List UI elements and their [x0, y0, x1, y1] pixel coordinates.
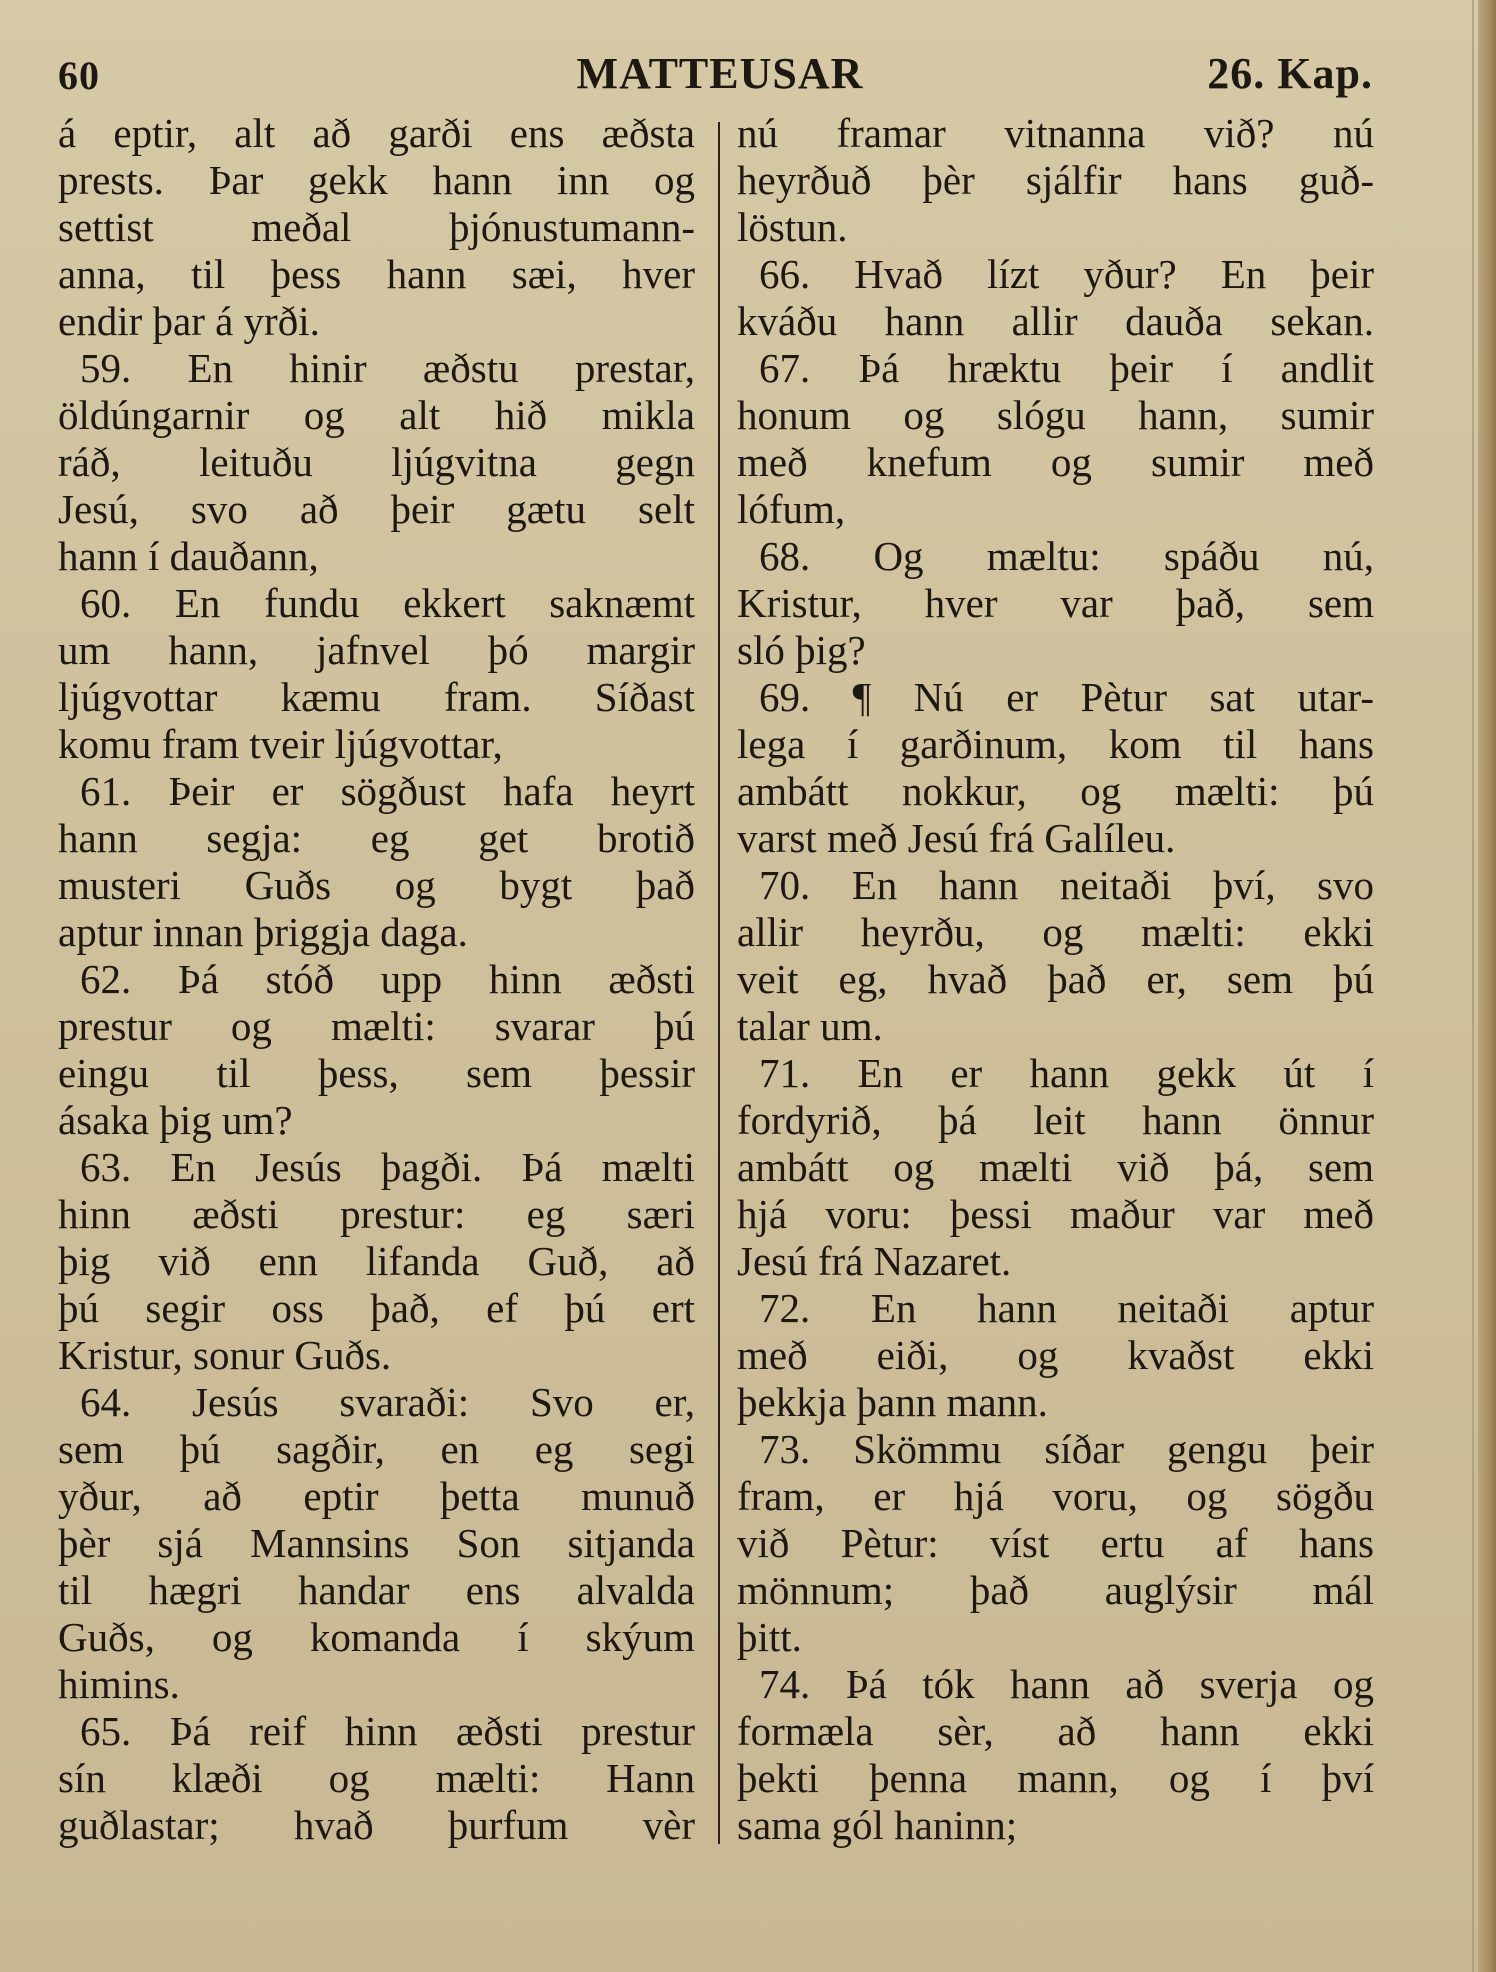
text-line: ráð, leituðu ljúgvitna gegn [58, 439, 695, 485]
text-line: lófum, [737, 486, 846, 532]
verse-start-line: 73. Skömmu síðar gengu þeir [759, 1426, 1374, 1472]
text-line: Jesú frá Nazaret. [737, 1238, 1012, 1284]
running-title: MATTEUSAR [576, 49, 864, 98]
text-line: hann í dauðann, [58, 533, 319, 579]
text-line: lega í garðinum, kom til hans [737, 721, 1374, 767]
page-number: 60 [58, 53, 100, 98]
text-line: Kristur, hver var það, sem [737, 580, 1374, 626]
text-line: kváðu hann allir dauða sekan. [737, 298, 1374, 344]
text-line: allir heyrðu, og mælti: ekki [737, 909, 1374, 955]
text-line: aptur innan þriggja daga. [58, 909, 468, 955]
text-line: þig við enn lifanda Guð, að [58, 1238, 695, 1284]
left-text-column [58, 110, 695, 1849]
page-fold-line [1472, 0, 1474, 1972]
text-line: sló þig? [737, 627, 866, 673]
verse-start-line: 61. Þeir er sögðust hafa heyrt [80, 768, 695, 814]
text-line: heyrðuð þèr sjálfir hans guð- [737, 157, 1374, 203]
text-line: þekti þenna mann, og í því [737, 1755, 1374, 1801]
text-line: sama gól haninn; [737, 1802, 1018, 1848]
verse-start-line: 60. En fundu ekkert saknæmt [80, 580, 695, 626]
text-line: honum og slógu hann, sumir [737, 392, 1374, 438]
text-line: veit eg, hvað það er, sem þú [737, 956, 1374, 1002]
text-line: hjá voru: þessi maður var með [737, 1191, 1374, 1237]
verse-start-line: 62. Þá stóð upp hinn æðsti [80, 956, 695, 1002]
text-line: á eptir, alt að garði ens æðsta [58, 110, 695, 156]
verse-start-line: 71. En er hann gekk út í [759, 1050, 1374, 1096]
text-line: til hægri handar ens alvalda [58, 1567, 695, 1613]
verse-start-line: 69. ¶ Nú er Pètur sat utar- [759, 674, 1374, 720]
text-line: fram, er hjá voru, og sögðu [737, 1473, 1374, 1519]
verse-start-line: 65. Þá reif hinn æðsti prestur [80, 1708, 695, 1754]
text-line: fordyrið, þá leit hann önnur [737, 1097, 1374, 1143]
text-line: ambátt og mælti við þá, sem [737, 1144, 1374, 1190]
text-line: þú segir oss það, ef þú ert [58, 1285, 695, 1331]
verse-start-line: 67. Þá hræktu þeir í andlit [759, 345, 1374, 391]
text-line: með knefum og sumir með [737, 439, 1374, 485]
text-line: formæla sèr, að hann ekki [737, 1708, 1374, 1754]
text-line: þekkja þann mann. [737, 1379, 1048, 1425]
right-text-column [737, 110, 1374, 1849]
text-line: Guðs, og komanda í skýum [58, 1614, 695, 1660]
text-line: hann segja: eg get brotið [58, 815, 695, 861]
text-line: ásaka þig um? [58, 1097, 293, 1143]
text-line: þitt. [737, 1614, 802, 1660]
text-line: eingu til þess, sem þessir [58, 1050, 695, 1096]
verse-start-line: 72. En hann neitaði aptur [759, 1285, 1374, 1331]
text-line: talar um. [737, 1003, 883, 1049]
text-line: sín klæði og mælti: Hann [58, 1755, 695, 1801]
text-line: við Pètur: víst ertu af hans [737, 1520, 1374, 1566]
page-edge [1478, 0, 1496, 1972]
text-line: endir þar á yrði. [58, 298, 320, 344]
text-line: prestur og mælti: svarar þú [58, 1003, 695, 1049]
text-line: nú framar vitnanna við? nú [737, 110, 1374, 156]
text-line: himins. [58, 1661, 180, 1707]
verse-start-line: 66. Hvað lízt yður? En þeir [759, 251, 1374, 297]
text-line: þèr sjá Mannsins Son sitjanda [58, 1520, 695, 1566]
text-line: Jesú, svo að þeir gætu selt [58, 486, 695, 532]
verse-start-line: 64. Jesús svaraði: Svo er, [80, 1379, 695, 1425]
text-line: öldúngarnir og alt hið mikla [58, 392, 695, 438]
text-line: yður, að eptir þetta munuð [58, 1473, 695, 1519]
text-line: ljúgvottar kæmu fram. Síðast [58, 674, 695, 720]
text-line: hinn æðsti prestur: eg særi [58, 1191, 695, 1237]
text-line: um hann, jafnvel þó margir [58, 627, 695, 673]
text-line: anna, til þess hann sæi, hver [58, 251, 695, 297]
text-line: ambátt nokkur, og mælti: þú [737, 768, 1374, 814]
text-line: guðlastar; hvað þurfum vèr [58, 1802, 695, 1848]
text-line: sem þú sagðir, en eg segi [58, 1426, 695, 1472]
text-line: Kristur, sonur Guðs. [58, 1332, 392, 1378]
verse-start-line: 68. Og mæltu: spáðu nú, [759, 533, 1374, 579]
text-line: löstun. [737, 204, 848, 250]
chapter-label: 26. Kap. [1207, 49, 1373, 98]
column-divider [718, 122, 720, 1844]
text-line: með eiði, og kvaðst ekki [737, 1332, 1374, 1378]
verse-start-line: 74. Þá tók hann að sverja og [759, 1661, 1374, 1707]
text-line: varst með Jesú frá Galíleu. [737, 815, 1176, 861]
text-line: musteri Guðs og bygt það [58, 862, 695, 908]
verse-start-line: 63. En Jesús þagði. Þá mælti [80, 1144, 695, 1190]
text-line: komu fram tveir ljúgvottar, [58, 721, 503, 767]
text-line: mönnum; það auglýsir mál [737, 1567, 1374, 1613]
verse-start-line: 70. En hann neitaði því, svo [759, 862, 1374, 908]
text-line: settist meðal þjónustumann- [58, 204, 695, 250]
verse-start-line: 59. En hinir æðstu prestar, [80, 345, 695, 391]
text-line: prests. Þar gekk hann inn og [58, 157, 695, 203]
